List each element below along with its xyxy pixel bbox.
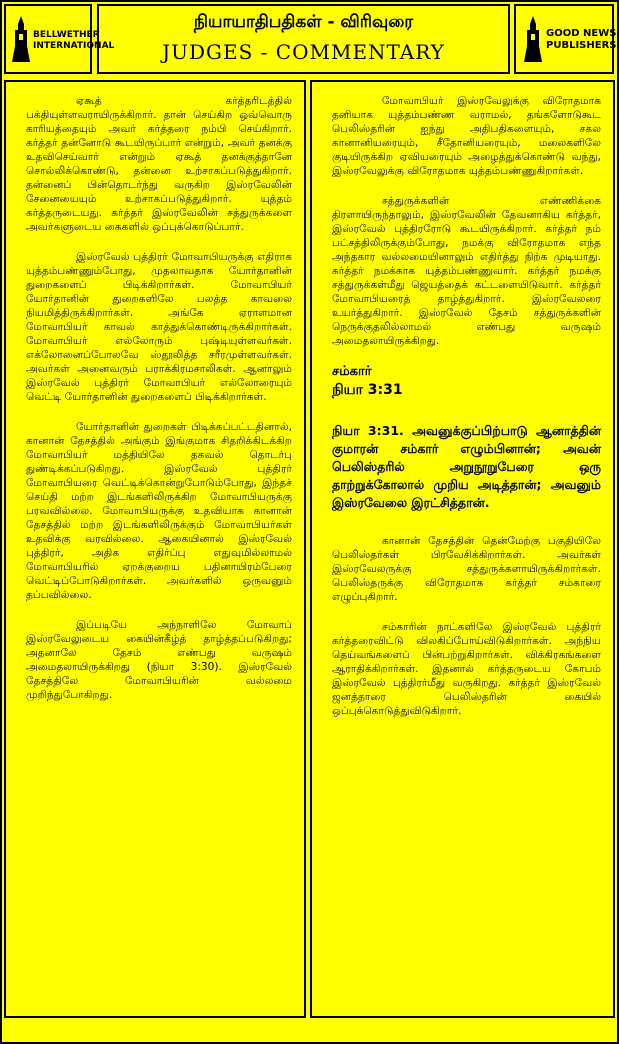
right-column bbox=[310, 80, 615, 1018]
right-paragraph: சம்காரின் நாட்களிலே இஸ்ரவேல் புத்திரர் கர்த்தரைவிட்டு விலகிப்போய்விடுகிறார்கள். அந்நிய தெய்வங்களைப் பின்பற்றுகிறார்கள். விக்கிரகங்களை ஆராதிக்கிறார்கள். இதனால் கர்த்தருடைய கோபம் இஸ்ரவேல் புத்திரர்மீது வருகிறது. கர்த்தர் இஸ்ரவேல் ஜனத்தாரை பெலிஸ்தரின் கையில் ஒப்புக்கொடுத்துவிடுகிறார். bbox=[332, 621, 601, 717]
section-heading-name: சம்கார் bbox=[332, 364, 372, 379]
bell-tower-icon bbox=[10, 16, 32, 62]
good-news-logo bbox=[514, 4, 617, 74]
left-paragraph: ஏகூத் கர்த்தரிடத்தில் பக்தியுள்ளவராயிருக்கிறார். தான் செய்கிற ஒவ்வொரு காரியத்தையும் அவர் கர்த்தரை நம்பி செய்கிறார். கர்த்தர் தன்னோடு கூடயிருப்பார் என்றும், அவர் தனக்கு உதவிசெய்வார் என்றும் ஏகூத் தனக்குத்தானே சொல்லிக்கொண்டு, தன்னை உற்சாகப்படுத்துகிறார். தன்னைப் பின்தொடர்ந்து வருகிற இஸ்ரவேலின் சேனையையும் உற்சாகப்படுத்துகிறார். யுத்தம் கர்த்தருடையது. கர்த்தர் இஸ்ரவேலின் சத்துருக்களை அவர்களுடைய கைகளில் ஒப்புக்கொடுப்பார். bbox=[26, 95, 292, 233]
verse-text: நியா 3:31. அவனுக்குப்பிற்பாடு ஆனாத்தின் குமாரன் சம்கார் எழும்பினான்; அவன் பெலிஸ்தரில் அறுநூறுபேரை ஒரு தாற்றுக்கோலால் முறிய அடித்தான்; அவனும் இஸ்ரவேலை இரட்சித்தான். bbox=[332, 423, 601, 510]
left-paragraph: இப்படியே அந்நாளிலே மோவாப் இஸ்ரவேலுடைய கையின்கீழ்த் தாழ்த்தப்படுகிறது; அதனாலே தேசம் எண்பது வருஷம் அமைதலாயிருக்கிறது (நியா 3:30). இஸ்ரவேல் தேசத்திலே மோவாபியரின் வல்லமை முறிந்துபோகிறது. bbox=[26, 619, 292, 701]
right-paragraph: கானான் தேசத்தின் தென்மேற்கு பகுதியிலே பெலிஸ்தர்கள் பிரவேசிக்கிறார்கள். அவர்கள் இஸ்ரவேலருக்கு சத்துருக்களாயிருக்கிறார்கள். பெலிஸ்தருக்கு விரோதமாக கர்த்தர் சம்காரை எழுப்புகிறார். bbox=[332, 535, 601, 603]
left-logo-line2: INTERNATIONAL bbox=[33, 41, 115, 51]
left-logo-line1: BELLWETHER bbox=[33, 30, 100, 40]
left-column bbox=[4, 80, 306, 1018]
right-logo-line2: PUBLISHERS bbox=[546, 40, 617, 51]
title-tamil: நியாயாதிபதிகள் - விரிவுரை bbox=[193, 12, 414, 32]
right-paragraph: சத்துருக்களின் எண்ணிக்கை திரளாயிருந்தாலும், இஸ்ரவேலின் தேவனாகிய கர்த்தர், இஸ்ரவேல் புத்திரரோடு கூடயிருக்கிறார். கர்த்தர் நம் பட்சத்திலிருக்கும்போது, நமக்கு விரோதமாக எந்த அந்தகார வல்லமையினாலும் எதிர்த்து நிற்க முடியாது. கர்த்தர் நமக்காக யுத்தம்பண்ணுவார். கர்த்தர் நமக்கு சத்துருக்கள்மீது ஜெயத்தைக் கட்டளையிடுவார். கர்த்தர் மோவாபியரைத் தாழ்த்துகிறார். இஸ்ரவேலரை உயர்த்துகிறார். இஸ்ரவேல் தேசம் சத்துருக்களின் நெருக்குதலில்லாமல் எண்பது வருஷம் அமைதலாயிருக்கிறது. bbox=[332, 195, 601, 347]
section-heading-reference: நியா 3:31 bbox=[332, 382, 403, 398]
bell-tower-icon bbox=[522, 16, 544, 62]
left-paragraph: இஸ்ரவேல் புத்திரர் மோவாபியருக்கு எதிராக யுத்தம்பண்ணும்போது, முதலாவதாக யோர்தானின் துறைகளைப் பிடிக்கிறார்கள். மோவாபியர் யோர்தானின் துறைகளிலே பலத்த காவலை நியமித்திருக்கிறார்கள். அங்கே ஏராளமான மோவாபியர் காவல் காத்துக்கொண்டிருக்கிறார்கள். மோவாபியர் எல்லோரும் புஷ்டியுள்ளவர்கள். எக்லோனைப்போலவே ஸ்தூலித்த சரீரமுள்ளவர்கள். அவர்கள் அனைவரும் பராக்கிரமசாலிகள். ஆனாலும் இஸ்ரவேல் புத்திரர் மோவாபியர் எல்லோரையும் வெட்டி யோர்தானின் துறைகளைப் பிடிக்கிறார்கள். bbox=[26, 251, 292, 403]
right-paragraph: மோவாபியர் இஸ்ரவேலுக்கு விரோதமாக தனியாக யுத்தம்பண்ண வராமல், தங்களோடுகூட பெலிஸ்தரின் ஐந்து அதிபதிகளையும், சகல கானானியரையும், சீதோனியரையும், மலைகளிலே குடியிருக்கிற ஏவியரையும் அழைத்துக்கொண்டு வந்து, இஸ்ரவேலுக்கு விரோதமாக யுத்தம்பண்ணுகிறார்கள். bbox=[332, 95, 601, 177]
left-paragraph: யோர்தானின் துறைகள் பிடிக்கப்பட்டதினால், கானான் தேசத்தில் அங்கும் இங்குமாக சிதறிக்கிடக்கிற மோவாபியர் மத்தியிலே தகவல் தொடர்பு துண்டிக்கப்படுகிறது. இஸ்ரவேல் புத்திரர் மோவாபியரை வெட்டிக்கொன்றுபோடும்போது, இந்தச் செய்தி மற்ற இடங்களிலிருக்கிற மோவாபியருக்கு பரவவில்லை. மோவாபியருக்கு உதவியாக கானான் தேசத்தில் மற்ற இடங்களிலிருக்கும் மோவாபியர்கள் உதவிக்கு வரவில்லை. ஆகையினால் இஸ்ரவேல் புத்திரர், அதிக எதிர்ப்பு எதுவுமில்லாமல் மோவாபியரில் ஏறக்குறைய பதினாயிரம்பேரை வெட்டிப்போடுகிறார்கள். அவர்களில் ஒருவனும் தப்பவில்லை. bbox=[26, 421, 292, 601]
bellwether-logo bbox=[4, 4, 115, 74]
right-logo-line1: GOOD NEWS bbox=[546, 28, 617, 39]
title-box bbox=[97, 4, 510, 74]
page-header bbox=[0, 0, 619, 80]
title-english: JUDGES - COMMENTARY bbox=[162, 40, 445, 64]
